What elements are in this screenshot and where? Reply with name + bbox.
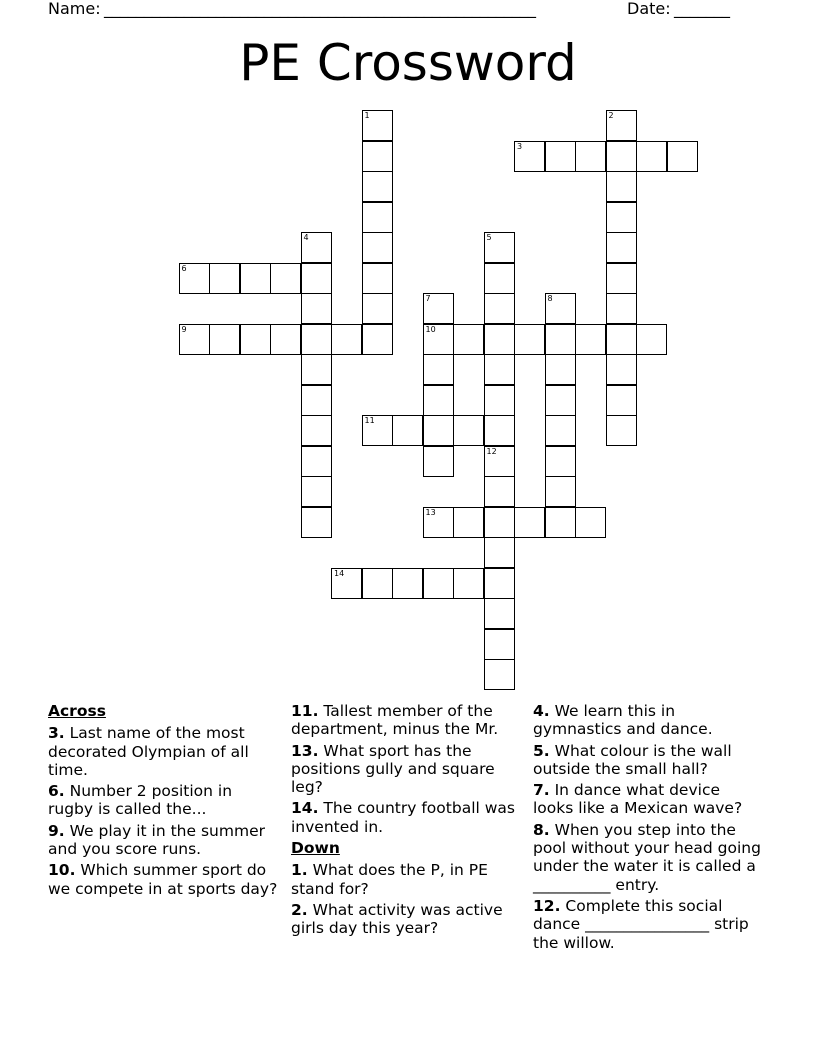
date-blank: _______ <box>674 0 730 18</box>
date-label: Date: <box>627 0 671 18</box>
clue-across-11 <box>291 702 516 739</box>
clue-text: In dance what device looks like a Mexican wave? <box>533 781 743 818</box>
clue-across-3 <box>48 724 280 779</box>
clue-text: We learn this in gymnastics and dance. <box>533 702 713 739</box>
crossword-cell[interactable] <box>545 385 576 416</box>
crossword-cell[interactable] <box>606 385 637 416</box>
name-label: Name: <box>48 0 101 18</box>
crossword-cell[interactable] <box>423 568 454 599</box>
crossword-cell[interactable] <box>484 507 515 538</box>
clue-number-label: 4 <box>303 233 309 242</box>
clue-across-10 <box>48 861 280 898</box>
clue-text: Number 2 position in rugby is called the... <box>48 782 233 819</box>
clue-text: The country football was invented in. <box>291 799 515 836</box>
clue-text: What sport has the positions gully and square leg? <box>291 741 495 797</box>
across-heading: Across <box>48 702 106 720</box>
crossword-cell[interactable] <box>331 324 362 355</box>
crossword-cell[interactable] <box>606 110 637 141</box>
crossword-cell[interactable] <box>362 324 393 355</box>
crossword-cell[interactable] <box>301 385 332 416</box>
clue-down-8 <box>533 821 765 894</box>
crossword-cell[interactable] <box>240 324 271 355</box>
clue-number-label: 2 <box>608 111 614 120</box>
crossword-cell[interactable] <box>392 568 423 599</box>
down-heading: Down <box>291 839 340 858</box>
crossword-cell[interactable] <box>606 354 637 385</box>
crossword-cell[interactable] <box>301 415 332 446</box>
clue-number: 9. <box>48 821 65 840</box>
clue-number: 12. <box>533 896 561 915</box>
clue-number: 1. <box>291 861 308 880</box>
crossword-cell[interactable] <box>362 415 393 446</box>
crossword-cell[interactable] <box>301 354 332 385</box>
crossword-cell[interactable] <box>362 202 393 233</box>
crossword-cell[interactable] <box>453 324 484 355</box>
crossword-cell[interactable] <box>362 232 393 263</box>
clue-text: Complete this social dance ________________ strip the willow. <box>533 896 749 952</box>
clue-number: 3. <box>48 724 65 743</box>
crossword-cell[interactable] <box>636 141 667 172</box>
crossword-cell[interactable] <box>484 446 515 477</box>
crossword-cell[interactable] <box>484 629 515 660</box>
crossword-cell[interactable] <box>606 293 637 324</box>
crossword-cell[interactable] <box>240 263 271 294</box>
crossword-cell[interactable] <box>423 354 454 385</box>
crossword-cell[interactable] <box>667 141 698 172</box>
clue-number: 8. <box>533 820 550 839</box>
crossword-cell[interactable] <box>362 293 393 324</box>
name-blank: ______________________________________________________ <box>104 0 536 18</box>
clue-number: 2. <box>291 900 308 919</box>
clue-number-label: 1 <box>364 111 370 120</box>
header-line <box>48 0 768 20</box>
crossword-cell[interactable] <box>484 354 515 385</box>
clue-down-4 <box>533 702 765 739</box>
clue-text: We play it in the summer and you score runs. <box>48 821 265 859</box>
crossword-cell[interactable] <box>362 110 393 141</box>
crossword-cell[interactable] <box>484 659 515 690</box>
clue-number: 5. <box>533 741 550 760</box>
crossword-cell[interactable] <box>301 476 332 507</box>
clue-text: Last name of the most decorated Olympian of all time. <box>48 724 249 779</box>
crossword-cell[interactable] <box>453 507 484 538</box>
crossword-cell[interactable] <box>270 324 301 355</box>
clue-text: Which summer sport do we compete in at sports day? <box>48 861 278 898</box>
crossword-cell[interactable] <box>423 324 454 355</box>
clue-across-14 <box>291 799 516 836</box>
clue-number-label: 13 <box>425 507 436 517</box>
clue-number-label: 10 <box>425 324 436 334</box>
crossword-cell[interactable] <box>423 293 454 324</box>
crossword-cell[interactable] <box>362 171 393 202</box>
crossword-cell[interactable] <box>209 263 240 294</box>
crossword-cell[interactable] <box>545 476 576 507</box>
clue-text: Tallest member of the department, minus the Mr. <box>291 702 499 739</box>
clue-down-12 <box>533 897 765 952</box>
crossword-cell[interactable] <box>362 141 393 172</box>
crossword-cell[interactable] <box>514 507 545 538</box>
crossword-cell[interactable] <box>301 293 332 324</box>
clue-text: What activity was active girls day this year? <box>291 900 503 938</box>
crossword-cell[interactable] <box>545 415 576 446</box>
crossword-cell[interactable] <box>484 293 515 324</box>
crossword-cell[interactable] <box>423 446 454 477</box>
clue-number-label: 9 <box>181 324 187 334</box>
clue-number-label: 11 <box>364 416 375 425</box>
crossword-cell[interactable] <box>606 202 637 233</box>
clue-number-label: 12 <box>486 446 497 456</box>
crossword-cell[interactable] <box>484 385 515 416</box>
crossword-cell[interactable] <box>301 324 332 355</box>
crossword-cell[interactable] <box>545 354 576 385</box>
crossword-cell[interactable] <box>514 324 545 355</box>
crossword-cell[interactable] <box>606 415 637 446</box>
crossword-cell[interactable] <box>331 568 362 599</box>
crossword-cell[interactable] <box>575 324 606 355</box>
crossword-cell[interactable] <box>301 232 332 263</box>
crossword-cell[interactable] <box>301 446 332 477</box>
crossword-cell[interactable] <box>270 263 301 294</box>
crossword-cell[interactable] <box>575 141 606 172</box>
crossword-cell[interactable] <box>484 415 515 446</box>
crossword-cell[interactable] <box>606 232 637 263</box>
crossword-cell[interactable] <box>209 324 240 355</box>
clue-across-13 <box>291 742 516 797</box>
clues-column-2 <box>291 702 516 941</box>
crossword-cell[interactable] <box>179 263 210 294</box>
clue-across-9 <box>48 822 280 859</box>
page-title: PE Crossword <box>239 34 577 92</box>
crossword-cell[interactable] <box>423 415 454 446</box>
crossword-cell[interactable] <box>545 141 576 172</box>
clue-down-2 <box>291 901 516 938</box>
clue-number-label: 7 <box>425 294 431 303</box>
crossword-cell[interactable] <box>575 507 606 538</box>
crossword-cell[interactable] <box>484 232 515 263</box>
clue-number: 4. <box>533 702 550 720</box>
clue-number-label: 3 <box>517 141 523 151</box>
crossword-cell[interactable] <box>453 568 484 599</box>
crossword-cell[interactable] <box>423 507 454 538</box>
crossword-cell[interactable] <box>484 263 515 294</box>
clue-down-5 <box>533 742 765 779</box>
crossword-cell[interactable] <box>545 446 576 477</box>
crossword-cell[interactable] <box>453 415 484 446</box>
clue-text: When you step into the pool without your head going under the water it is called a __________ entry. <box>533 820 761 894</box>
crossword-cell[interactable] <box>484 598 515 629</box>
clue-across-6 <box>48 782 280 819</box>
crossword-cell[interactable] <box>484 324 515 355</box>
clues-column-3 <box>533 702 765 955</box>
crossword-cell[interactable] <box>514 141 545 172</box>
crossword-cell[interactable] <box>301 507 332 538</box>
clues-column-1 <box>48 702 280 901</box>
clue-text: What does the P, in PE stand for? <box>291 861 488 898</box>
crossword-cell[interactable] <box>606 324 637 355</box>
crossword-cell[interactable] <box>545 293 576 324</box>
crossword-cell[interactable] <box>392 415 423 446</box>
crossword-cell[interactable] <box>423 385 454 416</box>
crossword-cell[interactable] <box>636 324 667 355</box>
crossword-cell[interactable] <box>606 171 637 202</box>
crossword-cell[interactable] <box>301 263 332 294</box>
crossword-cell[interactable] <box>362 568 393 599</box>
clue-number: 6. <box>48 782 65 801</box>
crossword-cell[interactable] <box>545 507 576 538</box>
clue-number: 13. <box>291 741 319 760</box>
clue-down-7 <box>533 781 765 818</box>
crossword-cell[interactable] <box>606 141 637 172</box>
clue-number: 11. <box>291 702 319 720</box>
clue-number-label: 14 <box>334 568 345 578</box>
clue-number-label: 6 <box>181 263 187 273</box>
crossword-cell[interactable] <box>484 476 515 507</box>
crossword-cell[interactable] <box>484 537 515 568</box>
clue-number-label: 8 <box>547 294 553 303</box>
clue-number: 14. <box>291 799 319 818</box>
clue-number: 10. <box>48 861 76 880</box>
crossword-cell[interactable] <box>545 324 576 355</box>
crossword-cell[interactable] <box>362 263 393 294</box>
crossword-cell[interactable] <box>484 568 515 599</box>
crossword-cell[interactable] <box>606 263 637 294</box>
clue-down-1 <box>291 861 516 898</box>
crossword-cell[interactable] <box>179 324 210 355</box>
clue-text: What colour is the wall outside the small hall? <box>533 741 732 778</box>
clue-number-label: 5 <box>486 233 492 242</box>
clue-number: 7. <box>533 781 550 800</box>
